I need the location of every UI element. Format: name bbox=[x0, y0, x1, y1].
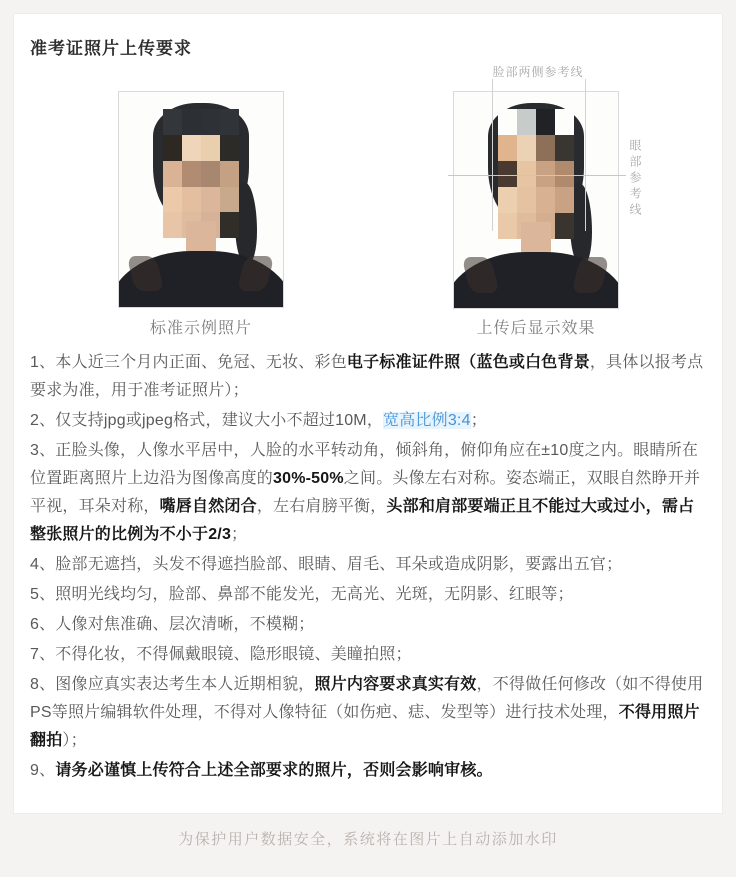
face-side-guide-line-right bbox=[585, 79, 586, 231]
requirement-text: 3、正脸头像，人像水平居中，人脸的水平转动角，倾斜角，俯仰角应在±10度之内。眼睛所在位置距离照片上边沿为图像高度的 bbox=[30, 442, 699, 487]
requirement-bold-text: 30%-50% bbox=[273, 470, 344, 487]
requirement-item bbox=[30, 581, 706, 609]
pixelated-face bbox=[163, 109, 238, 238]
requirement-text: ，不得做任何修改（如不得使用PS等照片编辑软件处理，不得对人像特征（如伤疤、痣、发型等）进行技术处理， bbox=[30, 676, 704, 721]
requirement-bold-text: 照片内容要求真实有效 bbox=[314, 676, 477, 693]
requirement-text: 之间。头像左右对称。姿态端正，双眼自然睁开并平视，耳朵对称， bbox=[30, 470, 701, 515]
page-title: 准考证照片上传要求 bbox=[30, 39, 192, 58]
watermark-notice: 为保护用户数据安全，系统将在图片上自动添加水印 bbox=[178, 831, 558, 848]
requirements-list bbox=[30, 349, 706, 785]
requirement-text: 1、本人近三个月内正面、免冠、无妆、彩色 bbox=[30, 354, 347, 371]
requirement-bold-text: 头部和肩部要端正且不能过大或过小，需占整张照片的比例为不小于2/3 bbox=[30, 498, 695, 543]
requirement-bold-text: 电子标准证件照（蓝色或白色背景 bbox=[346, 354, 590, 371]
requirement-text: ，具体以报考点要求为准，用于准考证照片）； bbox=[30, 354, 704, 399]
eye-guide-label: 眼部参考线 bbox=[628, 139, 642, 219]
requirement-text: 7、不得化妆，不得佩戴眼镜、隐形眼镜、美瞳拍照； bbox=[30, 646, 412, 663]
requirement-item bbox=[30, 349, 706, 405]
requirement-text: ； bbox=[470, 412, 487, 429]
face-side-guide-label: 脸部两侧参考线 bbox=[492, 65, 584, 79]
requirement-item bbox=[30, 551, 706, 579]
requirement-text: 5、照明光线均匀，脸部、鼻部不能发光，无高光、光斑，无阴影、红眼等； bbox=[30, 586, 574, 603]
requirement-item bbox=[30, 611, 706, 639]
requirement-item bbox=[30, 641, 706, 669]
requirement-bold-text: 请务必谨慎上传符合上述全部要求的照片，否则会影响审核。 bbox=[55, 762, 493, 779]
eye-guide-line bbox=[448, 175, 626, 176]
requirement-bold-text: 嘴唇自然闭合 bbox=[159, 498, 257, 515]
requirements-card bbox=[13, 13, 723, 814]
shirt-shape bbox=[453, 252, 619, 309]
requirement-text: ）； bbox=[62, 732, 87, 749]
aspect-ratio-link[interactable]: 宽高比例3:4 bbox=[383, 412, 471, 429]
face-side-guide-line-left bbox=[492, 79, 493, 231]
upload-preview-caption: 上传后显示效果 bbox=[476, 320, 596, 337]
upload-preview-photo bbox=[453, 91, 619, 309]
requirement-text: 9、 bbox=[30, 762, 56, 779]
standard-example-photo bbox=[118, 91, 284, 308]
photo-examples-section bbox=[30, 63, 706, 349]
standard-photo-caption: 标准示例照片 bbox=[149, 320, 252, 337]
requirement-bold-text: 不得用照片翻拍 bbox=[30, 704, 700, 749]
requirement-item bbox=[30, 671, 706, 755]
requirement-item bbox=[30, 407, 706, 435]
requirement-item bbox=[30, 437, 706, 549]
requirement-text: 8、图像应真实表达考生本人近期相貌， bbox=[30, 676, 315, 693]
requirement-text: 6、人像对焦准确、层次清晰，不模糊； bbox=[30, 616, 315, 633]
requirement-text: 2、仅支持jpg或jpeg格式，建议大小不超过10M， bbox=[30, 412, 384, 429]
requirement-item bbox=[30, 757, 706, 785]
requirement-text: ； bbox=[231, 526, 248, 543]
requirement-text: 4、脸部无遮挡，头发不得遮挡脸部、眼睛、眉毛、耳朵或造成阴影，要露出五官； bbox=[30, 556, 623, 573]
shirt-shape bbox=[118, 251, 284, 308]
requirement-text: ，左右肩膀平衡， bbox=[256, 498, 387, 515]
